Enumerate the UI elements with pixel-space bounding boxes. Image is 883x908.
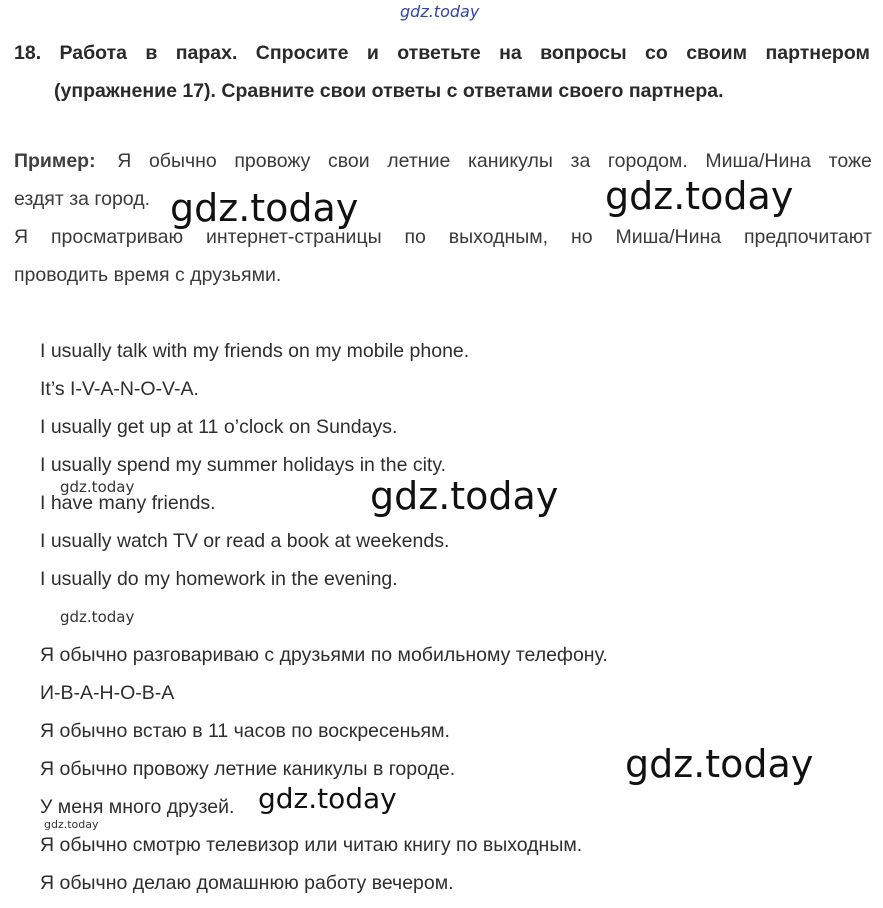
task-word: со: [645, 42, 668, 64]
example-label: Пример:: [14, 150, 96, 172]
answer-en-item: It’s I-V-A-N-O-V-A.: [40, 378, 199, 400]
watermark-overlay: gdz.today: [625, 742, 814, 786]
watermark-overlay: gdz.today: [605, 174, 794, 218]
example-word: провожу: [234, 150, 311, 172]
answer-en-item: I usually get up at 11 o’clock on Sundays.: [40, 416, 398, 438]
example-word: Я: [117, 150, 132, 172]
task-number: 18.: [14, 42, 42, 64]
answer-ru-item: Я обычно провожу летние каникулы в городе.: [40, 758, 456, 780]
task-word: ответьте: [397, 42, 481, 64]
task-word: на: [499, 42, 522, 64]
example-word: свои: [328, 150, 370, 172]
example-word: Миша/Нина: [705, 150, 812, 172]
answer-ru-item: Я обычно встаю в 11 часов по воскресеньям.: [40, 720, 450, 742]
answer-en-item: I usually spend my summer holidays in the city.: [40, 454, 447, 476]
watermark-overlay: gdz.today: [370, 474, 559, 518]
task-word: партнером: [765, 42, 870, 64]
example-word: Миша/Нина: [615, 226, 722, 248]
example-word: обычно: [148, 150, 217, 172]
task-word: Спросите: [255, 42, 349, 64]
example-word: по: [404, 226, 426, 248]
watermark-overlay: gdz.today: [60, 608, 135, 626]
answer-ru-item: И-В-А-Н-О-В-А: [40, 682, 175, 704]
answer-en-item: I usually do my homework in the evening.: [40, 568, 398, 590]
task-word: вопросы: [540, 42, 627, 64]
task-heading: [14, 34, 870, 110]
answer-en-item: I have many friends.: [40, 492, 216, 514]
task-line-2: (упражнение 17). Сравните свои ответы с ответами своего партнера.: [54, 80, 724, 102]
example-word: интернет-страницы: [205, 226, 382, 248]
watermark-overlay: gdz.today: [258, 782, 397, 815]
task-word: в: [145, 42, 158, 64]
task-word: своим: [686, 42, 748, 64]
answer-ru-item: Я обычно делаю домашнюю работу вечером.: [40, 872, 454, 894]
task-word: Работа: [59, 42, 127, 64]
example-word: за: [570, 150, 591, 172]
answer-ru-item: Я обычно разговариваю с друзьями по мобильному телефону.: [40, 644, 608, 666]
answer-ru-item: Я обычно смотрю телевизор или читаю книгу по выходным.: [40, 834, 583, 856]
task-word: парах.: [175, 42, 238, 64]
example-word: предпочитают: [743, 226, 872, 248]
answer-ru-item: У меня много друзей.: [40, 796, 235, 818]
example-line-4: проводить время с друзьями.: [14, 264, 282, 286]
answer-en-item: I usually talk with my friends on my mobile phone.: [40, 340, 470, 362]
example-line-2: ездят за город.: [14, 188, 151, 210]
example-word: выходным,: [448, 226, 549, 248]
watermark-top: gdz.today: [400, 2, 480, 21]
example-block: [14, 142, 872, 294]
answers-english-list: [40, 332, 820, 598]
example-word: но: [570, 226, 593, 248]
watermark-overlay: gdz.today: [44, 818, 99, 831]
watermark-overlay: gdz.today: [170, 186, 359, 230]
task-line-1: [14, 34, 870, 72]
example-word: Я: [14, 226, 29, 248]
example-word: тоже: [828, 150, 872, 172]
answer-en-item: I usually watch TV or read a book at weekends.: [40, 530, 450, 552]
example-word: летние: [387, 150, 451, 172]
example-line-3: [14, 218, 872, 256]
task-word: и: [366, 42, 379, 64]
example-word: каникулы: [467, 150, 553, 172]
example-word: просматриваю: [50, 226, 184, 248]
example-word: городом.: [607, 150, 688, 172]
watermark-overlay: gdz.today: [60, 478, 135, 496]
